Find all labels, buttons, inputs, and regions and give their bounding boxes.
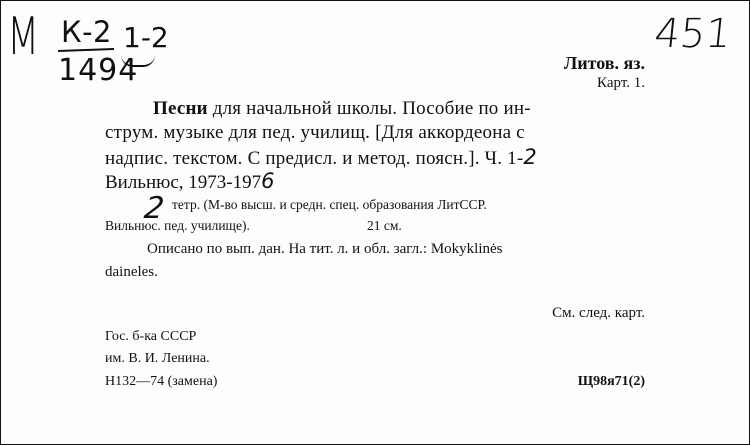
description-line-4	[105, 171, 275, 192]
handwritten-shelf-top: К-2	[61, 15, 113, 49]
handwritten-parts-end: 2	[523, 145, 537, 169]
subject-heading: Литов. яз.	[563, 53, 645, 73]
title-word: Песни	[153, 98, 208, 119]
card-number: Карт. 1.	[597, 75, 645, 91]
handwritten-location-letter: М	[7, 7, 39, 67]
physical-size: 21 см.	[367, 218, 402, 233]
note-line-1: Описано по вып. дан. На тит. л. и обл. загл.: Mokyklinės	[147, 241, 503, 257]
description-line-2: струм. музыке для пед. училищ. [Для аккордеона с	[105, 122, 525, 143]
physical-description-line-2: Вильнюс. пед. училище).	[105, 218, 250, 233]
library-name-line-2: им. В. И. Ленина.	[105, 351, 210, 366]
classification-index: Щ98я71(2)	[577, 374, 645, 389]
handwritten-shelf-bottom: 1494	[58, 53, 139, 88]
handwritten-year-end: 6	[261, 169, 275, 193]
library-name: Гос. б-ка СССР	[105, 329, 197, 344]
handwritten-copies-number: 451	[652, 11, 734, 57]
description-line-1	[153, 99, 531, 118]
physical-description-line-1: тетр. (М-во высш. и средн. спец. образования ЛитССР.	[172, 197, 487, 212]
handwritten-part-underline	[121, 55, 155, 67]
see-next-card: См. след. карт.	[552, 305, 645, 321]
description-line-1-text: для начальной школы. Пособие по ин-	[212, 98, 531, 119]
note-line-2: daineles.	[105, 264, 158, 280]
description-line-3	[105, 147, 537, 168]
imprint-text: Вильнюс, 1973-197	[105, 172, 262, 193]
handwritten-part: 1-2	[123, 21, 169, 54]
print-order-number: Н132—74 (замена)	[105, 374, 218, 389]
description-line-3-text: надпис. текстом. С предисл. и метод. поясн.]. Ч. 1-	[105, 148, 524, 169]
handwritten-tetr-count: 2	[142, 191, 167, 226]
